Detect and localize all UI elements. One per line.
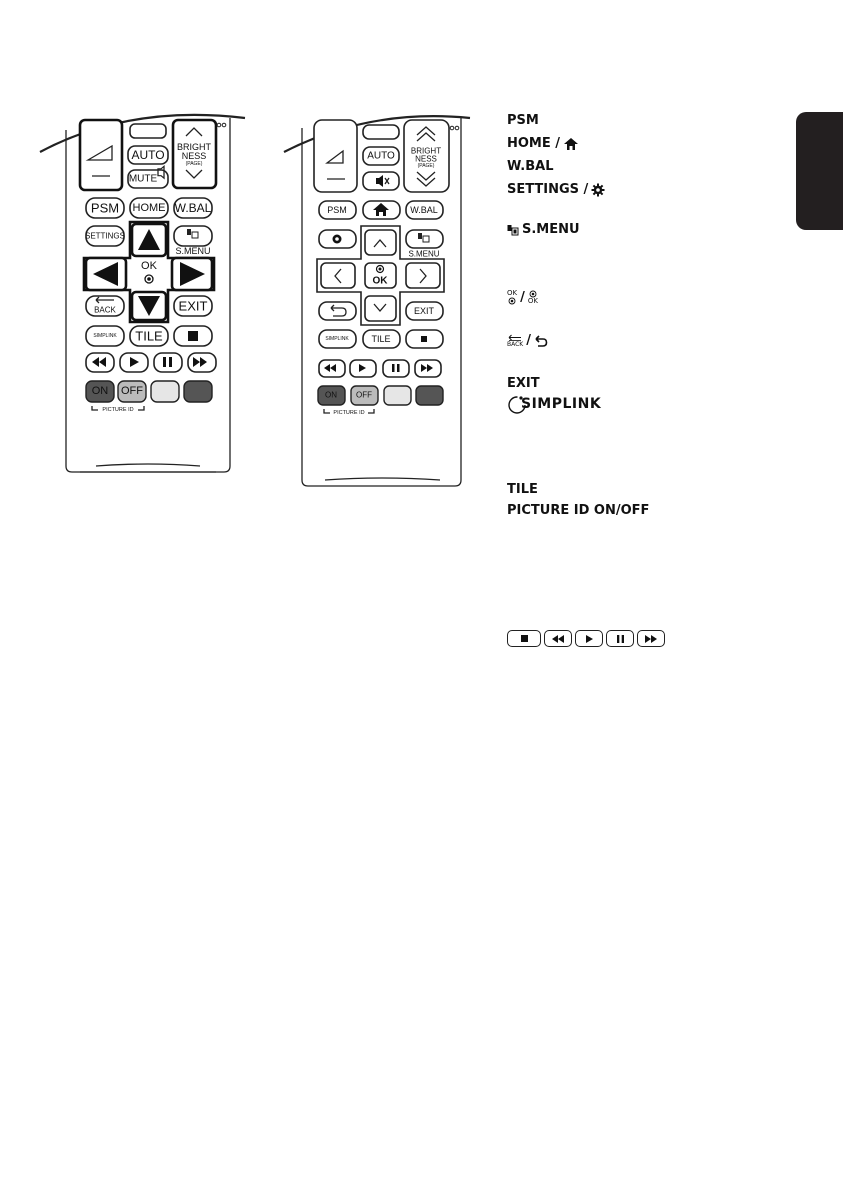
fast-forward-icon [645,635,657,643]
legend-stop-button [507,630,541,647]
legend-media-buttons [507,630,665,647]
left-volume-rocker[interactable] [80,120,122,190]
right-brightness-line2: NESS [415,154,437,164]
legend-settings-text: SETTINGS / [507,182,589,197]
ok-dot-icon [508,297,516,305]
legend-wbal [507,159,553,174]
right-wbal-label: W.BAL [410,205,438,215]
legend-ok-small-text-2: OK [527,297,538,305]
right-simplink-label: SIMPLINK [325,336,349,342]
right-tile-label: TILE [371,334,391,344]
legend-smenu [507,222,580,237]
left-mute-label: MUTE [128,173,158,185]
legend-tile [507,482,538,497]
legend-home [507,136,579,151]
left-settings-label: SETTINGS [84,231,126,241]
right-blank-button-2[interactable] [416,386,443,405]
back-arrow-icon [508,334,522,341]
right-right-button[interactable] [406,263,440,288]
legend-back [507,333,548,348]
left-ok-label: OK [141,260,157,272]
left-remote [40,115,245,472]
legend-psm [507,113,539,128]
right-auto-label: AUTO [367,150,395,162]
left-brightness-line1: BRIGHT [176,142,212,152]
legend-ok-slash: / [520,290,525,305]
legend-ok-small-text: OK [507,289,518,297]
right-smenu-label: S.MENU [408,249,440,259]
legend-pause-button [606,630,634,647]
right-off-label: OFF [356,390,372,400]
right-on-label: ON [325,390,337,400]
legend-picture-id [507,503,649,518]
right-left-button[interactable] [321,263,355,288]
legend-settings [507,182,605,197]
left-auto-label: AUTO [131,148,165,162]
legend-rewind-button [544,630,572,647]
pause-icon [617,635,624,643]
legend-simplink-text: SIMPLINK [521,396,602,412]
home-icon [563,137,579,151]
legend-ok [507,290,538,305]
right-ok-label: OK [372,275,388,287]
s-menu-icon [507,224,519,236]
legend-play-button [575,630,603,647]
stop-icon [521,635,528,642]
legend-back-slash: / [526,333,531,348]
rewind-icon [552,635,564,643]
left-tile-label: TILE [135,328,163,344]
legend-picture-id-text: PICTURE ID ON/OFF [507,503,650,518]
right-psm-label: PSM [327,205,347,215]
gear-icon [591,183,605,197]
right-brightness-page: (PAGE) [417,163,435,169]
left-on-label: ON [91,385,109,397]
right-back-button[interactable] [319,302,356,320]
legend-tile-text: TILE [507,482,538,497]
pause-icon [392,364,395,372]
left-pause-button[interactable] [154,353,182,372]
right-blank-button-1[interactable] [384,386,411,405]
right-arc-button[interactable] [363,125,399,139]
language-side-tab [796,112,843,230]
left-smenu-button[interactable] [174,226,212,246]
right-picture-id-label: PICTURE ID [333,410,365,416]
left-arc-button[interactable] [130,124,166,138]
left-exit-label: EXIT [178,298,208,314]
left-home-label: HOME [132,202,166,214]
legend-psm-text: PSM [507,113,539,128]
legend-exit [507,376,540,391]
right-smenu-button[interactable] [406,230,443,248]
legend-smenu-text: S.MENU [522,222,580,237]
legend-back-small-text: BACK [507,340,524,348]
right-exit-label: EXIT [413,306,435,316]
stop-icon [188,331,198,341]
left-brightness-line2: NESS [181,151,207,161]
legend-wbal-text: W.BAL [507,159,554,174]
back-arrow-icon [534,335,548,347]
play-icon [586,635,593,643]
right-down-button[interactable] [365,296,396,321]
legend-exit-text: EXIT [507,376,540,391]
legend-home-text: HOME / [507,136,561,151]
right-remote [284,116,470,486]
right-up-button[interactable] [365,230,396,255]
left-blank-button-2[interactable] [184,381,212,402]
left-brightness-page: (PAGE) [185,161,203,167]
left-smenu-label: S.MENU [175,246,211,256]
right-pause-button[interactable] [383,360,409,377]
legend-simplink [508,393,600,417]
left-picture-id-label: PICTURE ID [102,407,134,413]
left-blank-button-1[interactable] [151,381,179,402]
left-wbal-label: W.BAL [174,201,212,215]
left-psm-label: PSM [90,200,120,216]
legend-ff-button [637,630,665,647]
right-brightness-line1: BRIGHT [410,146,442,156]
left-off-label: OFF [121,385,143,397]
left-simplink-label: SIMPLINK [93,333,117,339]
left-back-label: BACK [94,305,116,315]
